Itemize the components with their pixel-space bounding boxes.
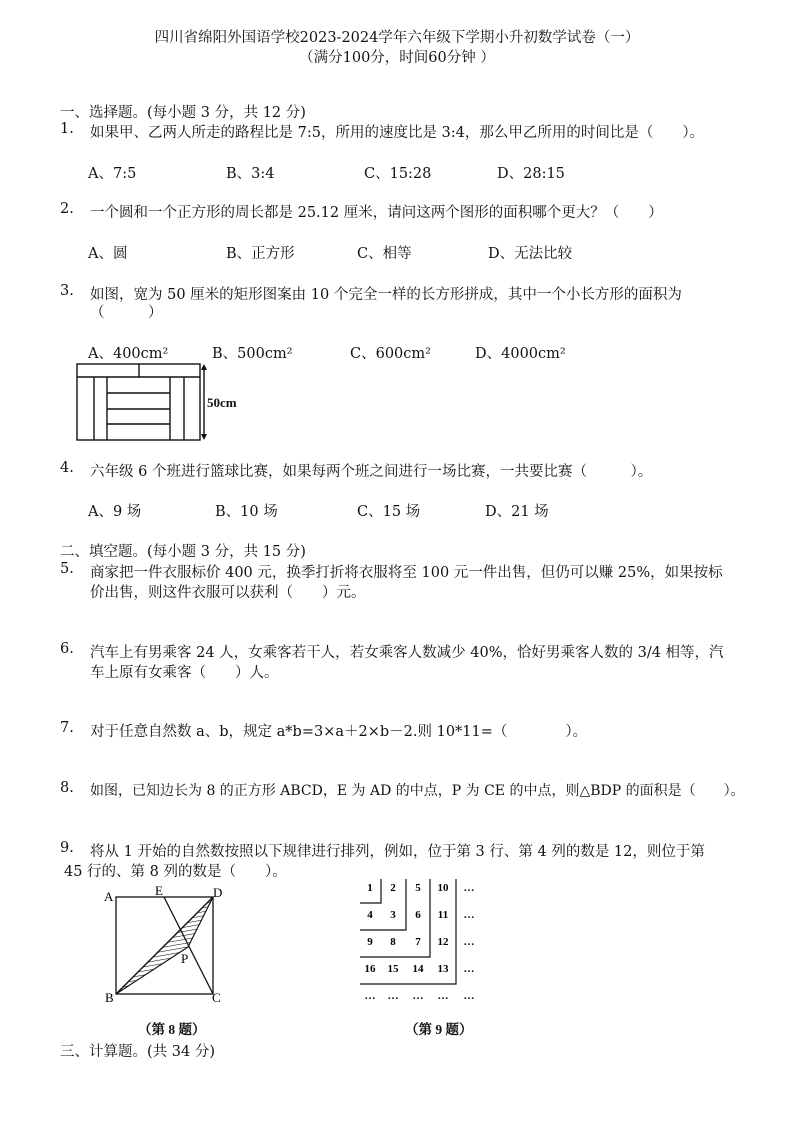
q2-number: 2. (60, 201, 74, 217)
q1-number: 1. (60, 121, 74, 137)
cell-r2c5: … (463, 909, 475, 921)
cell-r2c4: 11 (437, 909, 449, 921)
q7-number: 7. (60, 720, 74, 736)
q3-option-d: D、4000cm² (475, 346, 566, 362)
label-p: P (181, 951, 189, 966)
q4-option-b: B、10 场 (215, 504, 278, 520)
q8-square-figure (100, 885, 240, 1010)
q9-number: 9. (60, 840, 74, 856)
cell-r2c3: 6 (415, 909, 421, 921)
q3-option-a: A、400cm² (88, 346, 169, 362)
cell-r1c4: 10 (437, 882, 449, 894)
cell-r3c5: … (463, 936, 475, 948)
q8-number: 8. (60, 780, 74, 796)
cell-r5c2: … (387, 990, 399, 1002)
label-d: D (213, 885, 223, 900)
q4-number: 4. (60, 460, 74, 476)
fig8-caption: （第 8 题） (138, 1022, 206, 1037)
cell-r4c4: 13 (437, 963, 449, 975)
cell-r4c5: … (463, 963, 475, 975)
cell-r3c3: 7 (415, 936, 421, 948)
section-1-heading: 一、选择题。(每小题 3 分，共 12 分) (60, 105, 306, 121)
cell-r1c3: 5 (415, 882, 421, 894)
q3-number: 3. (60, 283, 74, 299)
q8-text: 如图，已知边长为 8 的正方形 ABCD，E 为 AD 的中点，P 为 CE 的中点，则△BDP 的面积是（ ）。 (90, 783, 745, 799)
q3-text-line1: 如图，宽为 50 厘米的矩形图案由 10 个完全一样的长方形拼成，其中一个小长方形的面积为 (90, 287, 682, 303)
cell-r5c3: … (412, 990, 424, 1002)
q2-option-d: D、无法比较 (488, 246, 573, 262)
cell-r4c1: 16 (364, 963, 376, 975)
cell-r2c1: 4 (367, 909, 373, 921)
cell-r3c1: 9 (367, 936, 373, 948)
q4-option-d: D、21 场 (485, 504, 549, 520)
q1-option-d: D、28:15 (497, 166, 565, 182)
q5-text-line1: 商家把一件衣服标价 400 元，换季打折将衣服将至 100 元一件出售，但仍可以赚 25%，如果按标 (90, 565, 723, 581)
q2-text: 一个圆和一个正方形的周长都是 25.12 厘米，请问这两个图形的面积哪个更大？（ ） (90, 205, 663, 221)
q9-text-line2: 45 行的、第 8 列的数是（ ）。 (64, 864, 287, 880)
q6-text-line1: 汽车上有男乘客 24 人，女乘客若干人，若女乘客人数减少 40%，恰好男乘客人数的 3/4 相等，汽 (90, 645, 724, 661)
fig9-caption: （第 9 题） (405, 1022, 473, 1037)
q4-text: 六年级 6 个班进行篮球比赛，如果每两个班之间进行一场比赛，一共要比赛（ ）。 (90, 464, 653, 480)
exam-title: 四川省绵阳外国语学校2023-2024学年六年级下学期小升初数学试卷（一） (154, 30, 640, 46)
label-a: A (104, 889, 114, 904)
section-3-heading: 三、计算题。(共 34 分) (60, 1044, 215, 1060)
q2-option-a: A、圆 (88, 246, 128, 262)
label-c: C (212, 990, 221, 1005)
cell-r4c2: 15 (387, 963, 399, 975)
q3-option-c: C、600cm² (350, 346, 431, 362)
q3-option-b: B、500cm² (212, 346, 293, 362)
cell-r5c4: … (437, 990, 449, 1002)
q9-text-line1: 将从 1 开始的自然数按照以下规律进行排列，例如，位于第 3 行、第 4 列的数是 12，则位于第 (90, 844, 705, 860)
q2-option-c: C、相等 (357, 246, 412, 262)
q1-option-b: B、3:4 (226, 166, 275, 182)
q4-option-c: C、15 场 (357, 504, 421, 520)
section-2-heading: 二、填空题。(每小题 3 分，共 15 分) (60, 544, 306, 560)
q1-option-c: C、15:28 (364, 166, 432, 182)
cell-r1c2: 2 (390, 882, 396, 894)
label-b: B (105, 990, 114, 1005)
q5-number: 5. (60, 561, 74, 577)
q2-option-b: B、正方形 (226, 246, 295, 262)
cell-r4c3: 14 (412, 963, 424, 975)
cell-r1c5: … (463, 882, 475, 894)
cell-r1c1: 1 (367, 882, 373, 894)
cell-r3c4: 12 (437, 936, 449, 948)
cell-r2c2: 3 (390, 909, 396, 921)
q7-text: 对于任意自然数 a、b，规定 a*b=3×a＋2×b－2.则 10*11=（ ）。 (90, 724, 588, 740)
q3-text-line2: （ ） (90, 305, 163, 321)
q1-option-a: A、7:5 (88, 166, 137, 182)
q6-number: 6. (60, 641, 74, 657)
q5-text-line2: 价出售，则这件衣服可以获利（ ）元。 (90, 585, 366, 601)
q9-number-grid-figure (355, 875, 495, 1010)
cell-r5c1: … (364, 990, 376, 1002)
q6-text-line2: 车上原有女乘客（ ）人。 (90, 665, 279, 681)
q4-option-a: A、9 场 (88, 504, 142, 520)
cell-r5c5: … (463, 990, 475, 1002)
q3-width-label: 50cm (207, 395, 237, 410)
q1-text: 如果甲、乙两人所走的路程比是 7:5，所用的速度比是 3:4，那么甲乙所用的时间比是（ ）。 (90, 125, 705, 141)
cell-r3c2: 8 (390, 936, 396, 948)
label-e: E (155, 885, 163, 898)
exam-subtitle: （满分100分，时间60分钟 ） (299, 50, 495, 66)
